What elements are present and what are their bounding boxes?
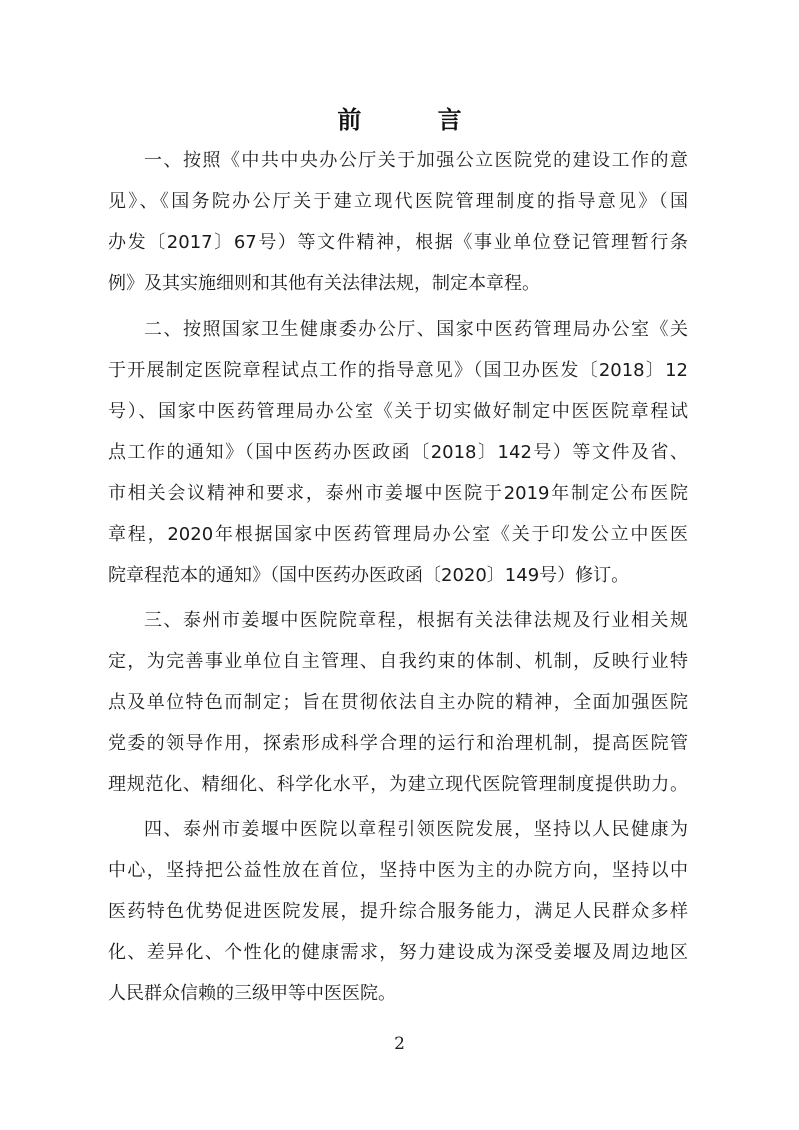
paragraph-4-line-4: 化、差异化、个性化的健康需求，努力建设成为深受姜堰及周边地区 xyxy=(108,942,688,963)
paragraph-1-line-2: 见》、《国务院办公厅关于建立现代医院管理制度的指导意见》（国 xyxy=(108,191,688,212)
paragraph-2-line-3: 号）、国家中医药管理局办公室《关于切实做好制定中医医院章程试 xyxy=(108,401,688,422)
paragraph-1-line-4: 例》及其实施细则和其他有关法律法规，制定本章程。 xyxy=(108,273,540,294)
paragraph-3-line-3: 点及单位特色而制定；旨在贯彻依法自主办院的精神，全面加强医院 xyxy=(108,692,688,713)
paragraph-4-line-1: 四、泰州市姜堰中医院以章程引领医院发展，坚持以人民健康为 xyxy=(144,819,688,840)
paragraph-2-line-1: 二、按照国家卫生健康委办公厅、国家中医药管理局办公室《关 xyxy=(144,319,688,340)
paragraph-2-line-2: 于开展制定医院章程试点工作的指导意见》（国卫办医发〔2018〕12 xyxy=(108,360,688,381)
paragraph-3-line-4: 党委的领导作用，探索形成科学合理的运行和治理机制，提高医院管 xyxy=(108,733,688,754)
paragraph-4-line-3: 医药特色优势促进医院发展，提升综合服务能力，满足人民群众多样 xyxy=(108,901,688,922)
page-number: 2 xyxy=(394,1034,405,1054)
paragraph-1-line-1: 一、按照《中共中央办公厅关于加强公立医院党的建设工作的意 xyxy=(144,150,688,171)
paragraph-2-line-7: 院章程范本的通知》（国中医药办医政函〔2020〕149号）修订。 xyxy=(108,565,630,586)
paragraph-2-line-4: 点工作的通知》（国中医药办医政函〔2018〕142号）等文件及省、 xyxy=(108,442,688,463)
paragraph-1-line-3: 办发〔2017〕67号）等文件精神，根据《事业单位登记管理暂行条 xyxy=(108,232,688,253)
paragraph-4-line-2: 中心，坚持把公益性放在首位，坚持中医为主的办院方向，坚持以中 xyxy=(108,860,688,881)
paragraph-2-line-5: 市相关会议精神和要求，泰州市姜堰中医院于2019年制定公布医院 xyxy=(108,483,688,504)
paragraph-2-line-6: 章程，2020年根据国家中医药管理局办公室《关于印发公立中医医 xyxy=(108,524,688,545)
paragraph-3-line-5: 理规范化、精细化、科学化水平，为建立现代医院管理制度提供助力。 xyxy=(108,774,688,795)
paragraph-4-line-5: 人民群众信赖的三级甲等中医医院。 xyxy=(108,983,396,1004)
paragraph-3-line-2: 定，为完善事业单位自主管理、自我约束的体制、机制，反映行业特 xyxy=(108,651,688,672)
paragraph-3-line-1: 三、泰州市姜堰中医院院章程，根据有关法律法规及行业相关规 xyxy=(144,610,688,631)
page-title: 前 言 xyxy=(337,106,496,134)
